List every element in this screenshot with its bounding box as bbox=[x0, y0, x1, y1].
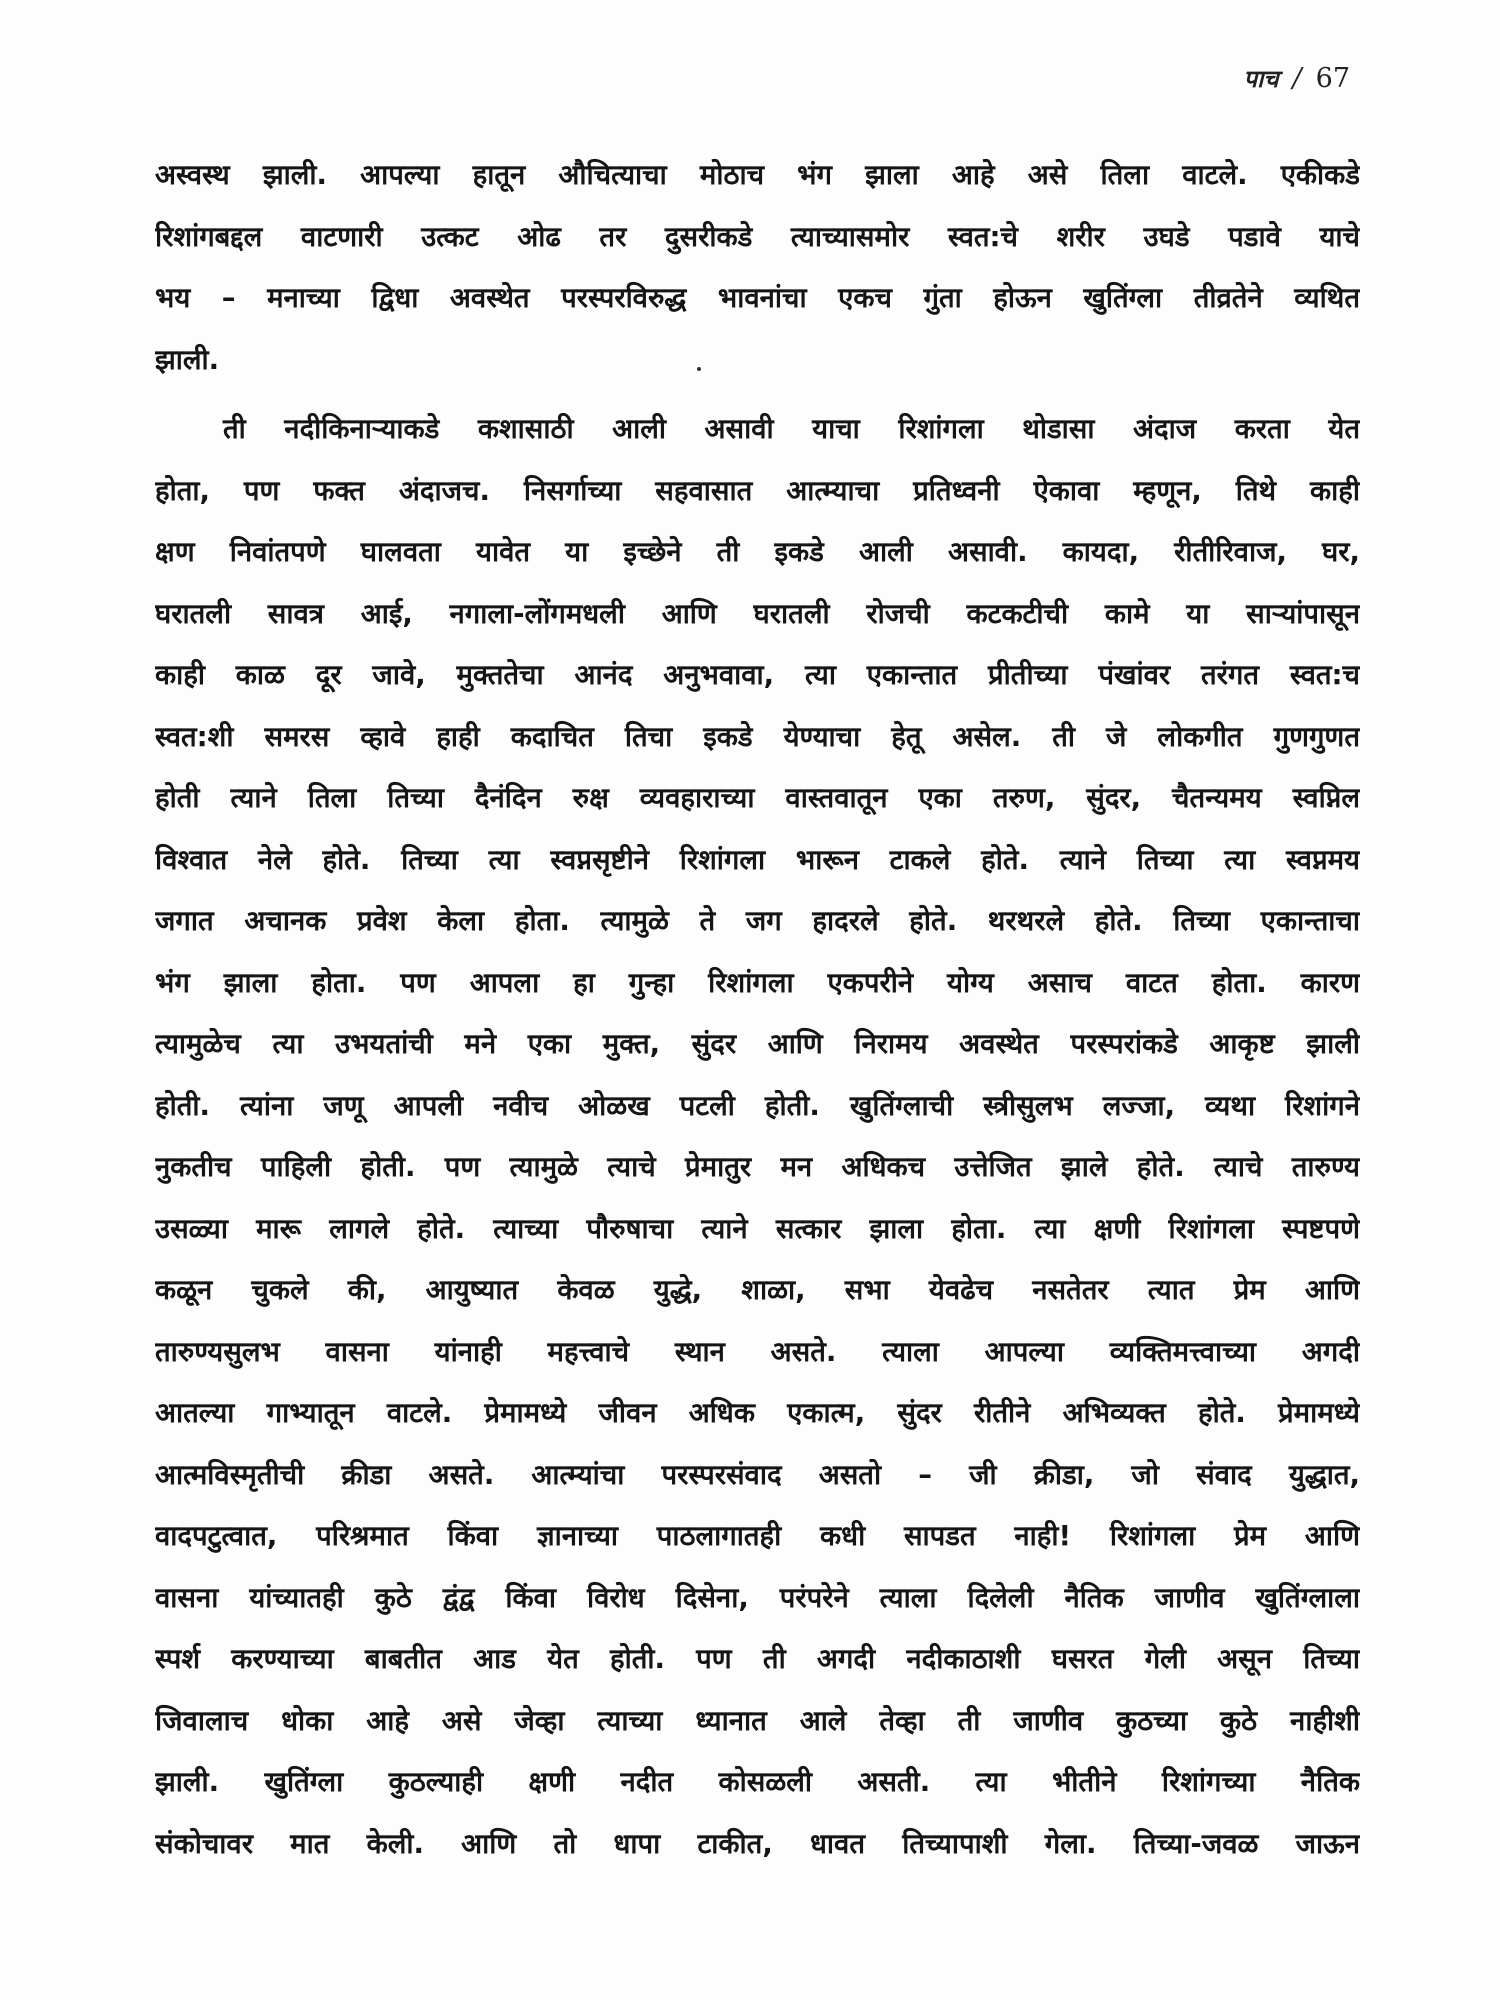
print-speck bbox=[697, 367, 701, 371]
text-line: ती नदीकिनाऱ्याकडे कशासाठी आली असावी याचा रिशांगला थोडासा अंदाज करता येत bbox=[223, 413, 1360, 445]
text-line: आत्मविस्मृतीची क्रीडा असते. आत्म्यांचा परस्परसंवाद असतो – जी क्रीडा, जो संवाद युद्धात, bbox=[155, 1458, 1360, 1491]
header-separator: / bbox=[1292, 63, 1302, 94]
text-line: अस्वस्थ झाली. आपल्या हातून औचित्याचा मोठाच भंग झाला आहे असे तिला वाटले. एकीकडे bbox=[155, 159, 1360, 191]
text-line: वासना यांच्यातही कुठे द्वंद्व किंवा विरोध दिसेना, परंपरेने त्याला दिलेली नैतिक जाणीव खुतिंग्लाला bbox=[155, 1581, 1360, 1614]
text-line: झाली. खुतिंग्ला कुठल्याही क्षणी नदीत कोसळली असती. त्या भीतीने रिशांगच्या नैतिक bbox=[155, 1766, 1360, 1798]
text-line: जगात अचानक प्रवेश केला होता. त्यामुळे ते जग हादरले होते. थरथरले होते. तिच्या एकान्ताचा bbox=[155, 905, 1360, 937]
paragraph-2 bbox=[155, 399, 1360, 1875]
text-line: स्पर्श करण्याच्या बाबतीत आड येत होती. पण ती अगदी नदीकाठाशी घसरत गेली असून तिच्या bbox=[155, 1643, 1360, 1675]
text-line: कळून चुकले की, आयुष्यात केवळ युद्धे, शाळा, सभा येवढेच नसतेतर त्यात प्रेम आणि bbox=[155, 1274, 1360, 1306]
body-text bbox=[155, 145, 1360, 1875]
text-line: भंग झाला होता. पण आपला हा गुन्हा रिशांगला एकपरीने योग्य असाच वाटत होता. कारण bbox=[155, 966, 1360, 999]
text-line: भय – मनाच्या द्विधा अवस्थेत परस्परविरुद्ध भावनांचा एकच गुंता होऊन खुतिंग्ला तीव्रतेने व्यथित bbox=[155, 282, 1360, 314]
text-line: उसळ्या मारू लागले होते. त्याच्या पौरुषाचा त्याने सत्कार झाला होता. त्या क्षणी रिशांगला स्पष्टपणे bbox=[155, 1212, 1360, 1245]
text-line: स्वत:शी समरस व्हावे हाही कदाचित तिचा इकडे येण्याचा हेतू असेल. ती जे लोकगीत गुणगुणत bbox=[155, 720, 1360, 753]
text-line: त्यामुळेच त्या उभयतांची मने एका मुक्त, सुंदर आणि निरामय अवस्थेत परस्परांकडे आकृष्ट झाली bbox=[155, 1028, 1360, 1060]
text-line: जिवालाच धोका आहे असे जेव्हा त्याच्या ध्यानात आले तेव्हा ती जाणीव कुठच्या कुठे नाहीशी bbox=[155, 1704, 1360, 1737]
text-line: वादपटुत्वात, परिश्रमात किंवा ज्ञानाच्या पाठलागातही कधी सापडत नाही! रिशांगला प्रेम आणि bbox=[155, 1520, 1360, 1552]
text-line: तारुण्यसुलभ वासना यांनाही महत्त्वाचे स्थान असते. त्याला आपल्या व्यक्तिमत्त्वाच्या अगदी bbox=[155, 1335, 1360, 1368]
text-line: रिशांगबद्दल वाटणारी उत्कट ओढ तर दुसरीकडे त्याच्यासमोर स्वत:चे शरीर उघडे पडावे याचे bbox=[155, 220, 1360, 253]
text-line: होती त्याने तिला तिच्या दैनंदिन रुक्ष व्यवहाराच्या वास्तवातून एका तरुण, सुंदर, चैतन्यमय स्वप्निल bbox=[155, 782, 1360, 814]
text-line: आतल्या गाभ्यातून वाटले. प्रेमामध्ये जीवन अधिक एकात्म, सुंदर रीतीने अभिव्यक्त होते. प्रेमामध्ये bbox=[155, 1397, 1360, 1429]
paragraph-1 bbox=[155, 145, 1360, 391]
text-line: विश्वात नेले होते. तिच्या त्या स्वप्नसृष्टीने रिशांगला भारून टाकले होते. त्याने तिच्या त्या स्वप्नमय bbox=[155, 843, 1360, 876]
text-line: होता, पण फक्त अंदाजच. निसर्गाच्या सहवासात आत्म्याचा प्रतिध्वनी ऐकावा म्हणून, तिथे काही bbox=[155, 474, 1360, 507]
page-number: 67 bbox=[1315, 63, 1350, 94]
text-line: होती. त्यांना जणू आपली नवीच ओळख पटली होती. खुतिंग्लाची स्त्रीसुलभ लज्जा, व्यथा रिशांगने bbox=[155, 1089, 1360, 1122]
text-line: झाली. bbox=[155, 343, 220, 376]
chapter-title: पाच bbox=[1243, 65, 1279, 93]
text-line: नुकतीच पाहिली होती. पण त्यामुळे त्याचे प्रेमातुर मन अधिकच उत्तेजित झाले होते. त्याचे तारुण्य bbox=[155, 1151, 1360, 1183]
text-line: घरातली सावत्र आई, नगाला-लोंगमधली आणि घरातली रोजची कटकटीची कामे या साऱ्यांपासून bbox=[155, 597, 1360, 630]
text-line: काही काळ दूर जावे, मुक्ततेचा आनंद अनुभवावा, त्या एकान्तात प्रीतीच्या पंखांवर तरंगत स्वत:च bbox=[155, 659, 1360, 691]
running-head bbox=[1243, 62, 1350, 95]
text-line: संकोचावर मात केली. आणि तो धापा टाकीत, धावत तिच्यापाशी गेला. तिच्या-जवळ जाऊन bbox=[155, 1827, 1360, 1860]
text-line: क्षण निवांतपणे घालवता यावेत या इच्छेने ती इकडे आली असावी. कायदा, रीतीरिवाज, घर, bbox=[155, 536, 1360, 568]
